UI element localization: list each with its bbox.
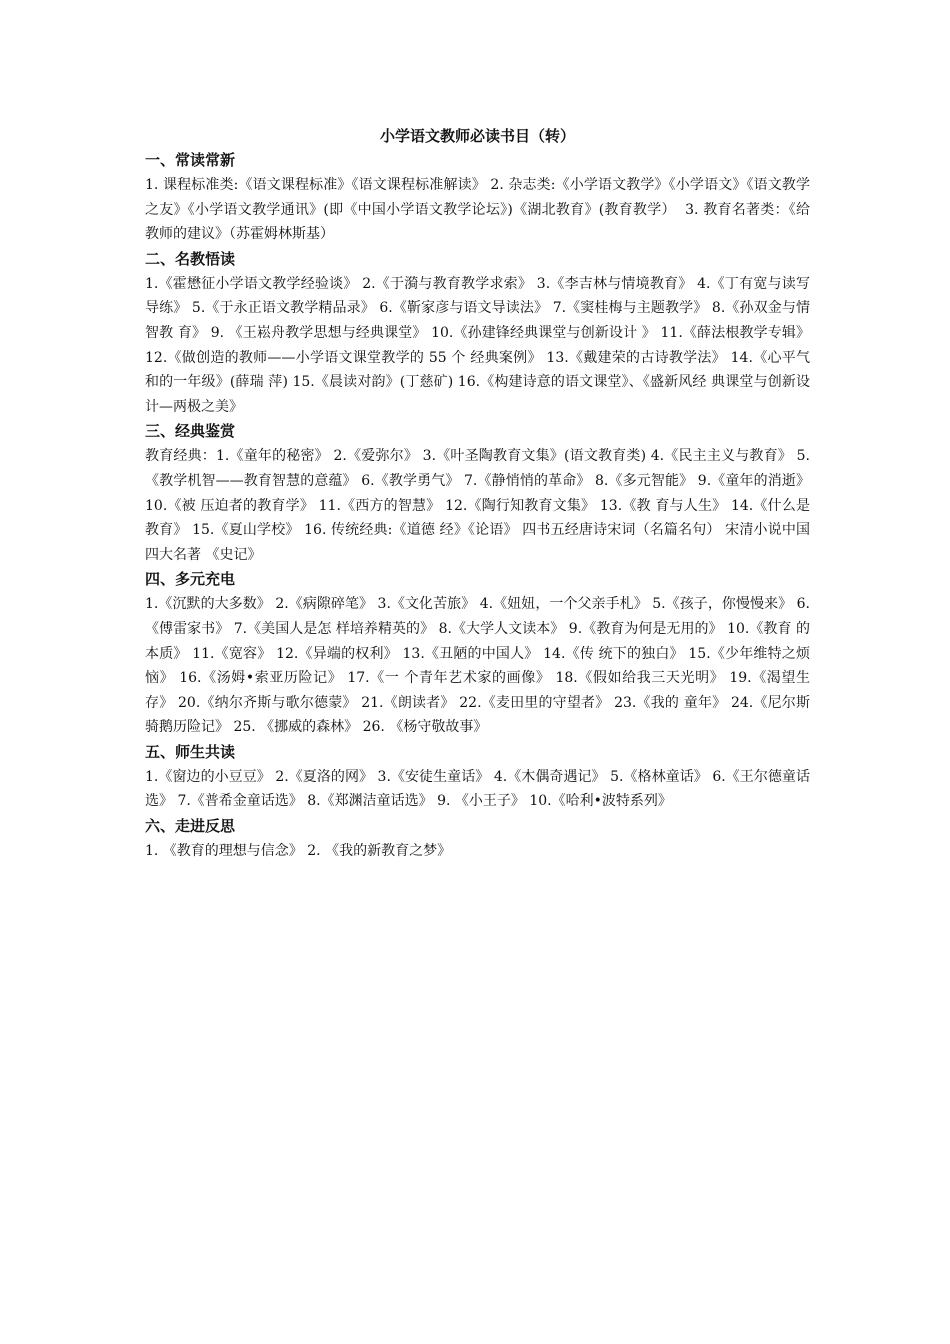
section-heading: 六、走进反思: [145, 817, 236, 836]
section-1: [145, 148, 810, 247]
section-heading: 四、多元充电: [145, 570, 236, 589]
section-heading: 五、师生共读: [145, 742, 236, 761]
section-body: 1. 《教育的理想与信念》 2. 《我的新教育之梦》: [145, 843, 452, 860]
section-heading: 二、名教悟读: [145, 249, 236, 268]
document-title: 小学语文教师必读书目（转）: [379, 127, 575, 145]
section-heading: 一、常读常新: [145, 151, 236, 169]
section-body: 1.《窗边的小豆豆》 2.《夏洛的网》 3.《安徒生童话》 4.《木偶奇遇记》 5.《格林童话》 6.《王尔德童话选》 7.《普希金童话选》 8.《郑渊洁童话选》 9. 《小王子》 10.《哈利•波特系列》: [145, 768, 810, 810]
section-2: [145, 247, 815, 420]
section-body: 1.《霍懋征小学语文教学经验谈》 2.《于漪与教育教学求索》 3.《李吉林与情境教育》 4.《丁有宽与读写导练》 5.《于永正语文教学精品录》 6.《靳家彦与语文导读法》 7.《窦桂梅与主题教学》 8.《孙双金与情智教 育》 9. 《王崧舟教学思想与经典课堂》 10.《孙建锋经典课堂与创新设计 》 11.《薛法根教学专辑》 12.《做创造的教师——小学语文课堂教学的 55 个 经典案例》 13.《戴建荣的古诗教学法》 14.《心平气和的一年级》(薛瑞 萍) 15.《晨读对韵》(丁慈矿) 16.《构建诗意的语文课堂》、《盛新风经 典课堂与创新设计—两极之美》: [145, 275, 815, 415]
section-heading: 三、经典鉴赏: [145, 422, 236, 441]
section-body: 1. 课程标准类:《语文课程标准》《语文课程标准解读》 2. 杂志类:《小学语文教学》《小学语文》《语文教学之友》《小学语文教学通讯》(即《中国小学语文教学论坛》)《湖北教育》(教育教学） 3. 教育名著类：《给教师的建议》（苏霍姆林斯基）: [145, 177, 810, 243]
section-body: 1.《沉默的大多数》 2.《病隙碎笔》 3.《文化苦旅》 4.《妞妞，一个父亲手札》 5.《孩子，你慢慢来》 6.《傅雷家书》 7.《美国人是怎 样培养精英的》 8.《大学人文读本》 9.《教育为何是无用的》 10.《教育 的本质》 11.《宽容》 12.《异端的权利》 13.《丑陋的中国人》 14.《传 统下的独白》 15.《少年维特之烦恼》 16.《汤姆•索亚历险记》 17.《一 个青年艺术家的画像》 18.《假如给我三天光明》 19.《渴望生存》 20.《纳尔齐斯与歌尔德蒙》 21.《朗读者》 22.《麦田里的守望者》 23.《我的 童年》 24.《尼尔斯骑鹅历险记》 25. 《挪威的森林》 26. 《杨守敬故事》: [145, 596, 810, 736]
section-body: 教育经典：1.《童年的秘密》 2.《爱弥尔》 3.《叶圣陶教育文集》(语文教育类) 4.《民主主义与教育》 5.《教学机智——教育智慧的意蕴》 6.《教学勇气》 7.《静悄悄的革命》 8.《多元智能》 9.《童年的消逝》 10.《被 压迫者的教育学》 11.《西方的智慧》 12.《陶行知教育文集》 13.《教 育与人生》 14.《什么是教育》 15.《夏山学校》 16. 传统经典:《道德 经》《论语》 四书五经唐诗宋词（名篇名句） 宋清小说中国四大名著 《史记》: [145, 448, 815, 563]
section-5: [145, 740, 810, 814]
section-3: [145, 419, 815, 567]
section-6: [145, 814, 810, 864]
document-page: [145, 124, 815, 864]
section-4: [145, 567, 810, 740]
